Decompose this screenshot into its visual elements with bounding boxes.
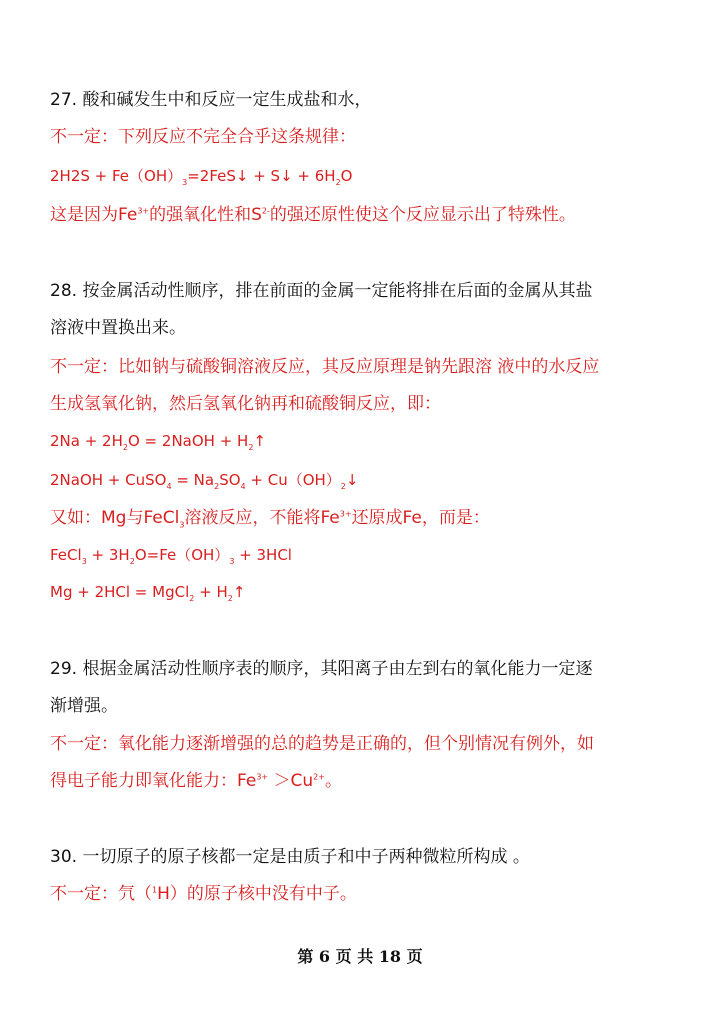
page-footer: 第 6 页 共 18 页 [297, 947, 423, 966]
equation-28-4 [50, 580, 680, 604]
explanation-27-part: 的强还原性使这个反应显示出了特殊性。 [269, 205, 576, 225]
also-sub: 3 [179, 520, 185, 530]
answer-29-part: 得电子能力即氧化能力：Fe [50, 771, 257, 791]
answer-28-text: 不一定：比如钠与硫酸铜溶液反应，其反应原理是钠先跟溶 液中的水反应 [50, 357, 600, 377]
equation-sub: 2 [129, 557, 135, 566]
equation-part: ↓ [345, 471, 359, 489]
equation-28-3 [50, 543, 680, 567]
equation-27 [50, 164, 680, 188]
question-29-line2 [50, 694, 680, 718]
answer-29-line2 [50, 769, 680, 793]
equation-27-sub: 3 [182, 178, 188, 187]
equation-part: + 3HCl [234, 546, 292, 564]
question-28-line1 [50, 279, 680, 303]
equation-sub: 2 [227, 594, 233, 603]
question-28-text: 溶液中置换出来。 [50, 318, 186, 338]
explanation-27-sup: 3+ [137, 206, 150, 216]
answer-28-also [50, 506, 680, 530]
answer-30-sup: 1 [152, 885, 158, 895]
equation-sub: 2 [189, 594, 195, 603]
answer-27-text: 不一定：下列反应不完全合乎这条规律： [50, 127, 356, 147]
equation-sub: 4 [240, 482, 246, 491]
answer-29-part: 。 [324, 771, 342, 791]
question-28-text: 28. 按金属活动性顺序，排在前面的金属一定能将排在后面的金属从其盐 [50, 281, 593, 301]
question-29-line1 [50, 657, 680, 681]
equation-part: SO [219, 471, 241, 489]
explanation-27-sup: 2- [261, 206, 270, 216]
explanation-27-part: 的强氧化性和S [149, 205, 262, 225]
equation-28-1 [50, 429, 680, 453]
equation-part: ↑ [253, 432, 266, 450]
question-30 [50, 845, 680, 869]
equation-sub: 4 [166, 482, 172, 491]
equation-part: + H [194, 583, 228, 601]
equation-sub: 2 [248, 443, 254, 452]
explanation-27 [50, 203, 680, 227]
equation-part: + 3H [86, 546, 130, 564]
question-29-text: 29. 根据金属活动性顺序表的顺序，其阳离子由左到右的氧化能力一定逐 [50, 659, 593, 679]
question-29-text: 渐增强。 [50, 696, 118, 716]
question-27 [50, 88, 680, 112]
equation-part: Mg + 2HCl = MgCl [50, 583, 190, 601]
equation-sub: 3 [81, 557, 87, 566]
answer-29-part: ＞Cu [268, 771, 314, 791]
equation-sub: 3 [229, 557, 235, 566]
equation-27-part: 2H2S + Fe（OH） [50, 167, 183, 185]
equation-sub: 2 [214, 482, 220, 491]
equation-sub: 2 [340, 482, 346, 491]
explanation-27-part: 这是因为Fe [50, 205, 138, 225]
answer-29-line1 [50, 732, 680, 756]
answer-28-line1 [50, 355, 680, 379]
question-27-text: 27. 酸和碱发生中和反应一定生成盐和水， [50, 90, 372, 110]
also-sup: 3+ [339, 509, 352, 519]
answer-28-line2 [50, 392, 680, 416]
equation-part: O=Fe（OH） [134, 546, 230, 564]
equation-part: FeCl [50, 546, 82, 564]
equation-27-part: O [340, 167, 353, 185]
also-part: 又如：Mg与FeCl [50, 508, 180, 528]
equation-27-sub: 2 [335, 178, 341, 187]
answer-29-text: 不一定：氧化能力逐渐增强的总的趋势是正确的，但个别情况有例外，如 [50, 734, 594, 754]
question-30-text: 30. 一切原子的原子核都一定是由质子和中子两种微粒所构成 。 [50, 847, 530, 867]
question-28-line2 [50, 316, 680, 340]
answer-30-part: H）的原子核中没有中子。 [157, 884, 357, 904]
equation-part: = Na [171, 471, 215, 489]
answer-30-part: 不一定：氕（ [50, 884, 152, 904]
answer-27 [50, 125, 680, 149]
equation-part: + Cu（OH） [245, 471, 341, 489]
equation-27-part: =2FeS↓ + S↓ + 6H [187, 167, 336, 185]
also-part: 还原成Fe，而是： [351, 508, 490, 528]
equation-part: O = 2NaOH + H [127, 432, 249, 450]
equation-28-2 [50, 468, 680, 492]
answer-30 [50, 882, 680, 906]
equation-part: 2Na + 2H [50, 432, 123, 450]
equation-sub: 2 [122, 443, 128, 452]
answer-29-sup: 3+ [256, 772, 269, 782]
equation-part: 2NaOH + CuSO [50, 471, 167, 489]
answer-28-text: 生成氢氧化钠，然后氢氧化钠再和硫酸铜反应，即： [50, 394, 441, 414]
also-part: 溶液反应，不能将Fe [184, 508, 340, 528]
equation-part: ↑ [232, 583, 246, 601]
answer-29-sup: 2+ [313, 772, 325, 782]
